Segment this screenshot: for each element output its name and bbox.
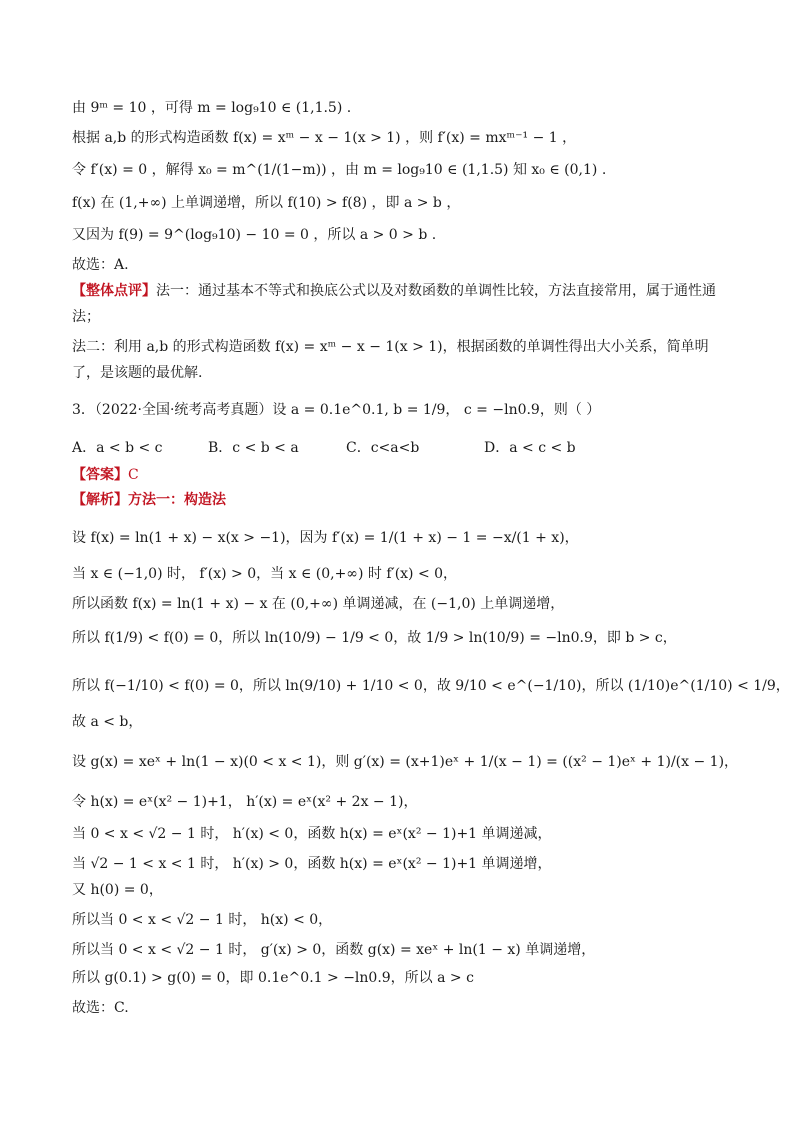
- analysis-line-15: 故选：C.: [72, 1000, 129, 1016]
- analysis-line-7: 设 g(x) = xeˣ + ln(1 − x)(0 < x < 1)，则 g′(x) = (x+1)eˣ + 1/(x − 1) = ((x² − 1)eˣ + 1)/(x − 1)，: [72, 754, 739, 770]
- analysis-line-6: 故 a < b，: [72, 714, 143, 730]
- answer-line: [72, 465, 139, 485]
- prev-line-2: 根据 a,b 的形式构造函数 f(x) = xᵐ − x − 1(x > 1) ，则 f′(x) = mxᵐ⁻¹ − 1 ，: [72, 130, 577, 146]
- analysis-line-9: 当 0 < x < √2 − 1 时， h′(x) < 0，函数 h(x) = eˣ(x² − 1)+1 单调递减，: [72, 826, 552, 842]
- analysis-line-13: 所以当 0 < x < √2 − 1 时， g′(x) > 0，函数 g(x) = xeˣ + ln(1 − x) 单调递增，: [72, 942, 596, 958]
- analysis-method: 方法一：构造法: [128, 492, 226, 508]
- prev-line-3: 令 f′(x) = 0 ，解得 x₀ = m^(1/(1−m)) ，由 m = log₉10 ∈ (1,1.5) 知 x₀ ∈ (0,1) .: [72, 162, 607, 178]
- analysis-header: [72, 490, 226, 510]
- analysis-line-8: 令 h(x) = eˣ(x² − 1)+1， h′(x) = eˣ(x² + 2x − 1)，: [72, 794, 418, 810]
- review-method-1: [72, 278, 722, 330]
- analysis-line-14: 所以 g(0.1) > g(0) = 0，即 0.1e^0.1 > −ln0.9，所以 a > c: [72, 970, 474, 986]
- prev-line-6: 故选：A.: [72, 257, 129, 273]
- prev-line-5: 又因为 f(9) = 9^(log₉10) − 10 = 0 ，所以 a > 0 > b .: [72, 227, 437, 243]
- analysis-line-2: 当 x ∈ (−1,0) 时， f′(x) > 0，当 x ∈ (0,+∞) 时 f′(x) < 0，: [72, 566, 458, 582]
- review-tag: 【整体点评】: [72, 283, 156, 299]
- analysis-line-12: 所以当 0 < x < √2 − 1 时， h(x) < 0，: [72, 912, 333, 928]
- review-method-1-text: 法一：通过基本不等式和换底公式以及对数函数的单调性比较，方法直接常用，属于通性通法；: [72, 283, 716, 325]
- analysis-line-11: 又 h(0) = 0，: [72, 882, 163, 898]
- analysis-line-5: 所以 f(−1/10) < f(0) = 0，所以 ln(9/10) + 1/10 < 0，故 9/10 < e^(−1/10)，所以 (1/10)e^(1/10) < 1/9，: [72, 678, 790, 694]
- answer-tag: 【答案】: [72, 467, 128, 483]
- prev-line-1: 由 9ᵐ = 10 ，可得 m = log₉10 ∈ (1,1.5) .: [72, 100, 352, 116]
- option-d: D．a < c < b: [484, 440, 576, 456]
- question-stem: 3．（2022·全国·统考高考真题）设 a = 0.1e^0.1, b = 1/9， c = −ln0.9，则（ ）: [72, 402, 601, 418]
- option-a: A．a < b < c: [72, 440, 163, 456]
- analysis-line-3: 所以函数 f(x) = ln(1 + x) − x 在 (0,+∞) 单调递减，在 (−1,0) 上单调递增，: [72, 596, 565, 612]
- option-b: B．c < b < a: [208, 440, 299, 456]
- review-method-2: 法二：利用 a,b 的形式构造函数 f(x) = xᵐ − x − 1(x > 1)，根据函数的单调性得出大小关系，简单明了，是该题的最优解.: [72, 339, 709, 381]
- prev-line-4: f(x) 在 (1,+∞) 上单调递增，所以 f(10) > f(8) ，即 a > b ，: [72, 195, 461, 211]
- analysis-line-1: 设 f(x) = ln(1 + x) − x(x > −1)，因为 f′(x) = 1/(1 + x) − 1 = −x/(1 + x)，: [72, 530, 579, 546]
- answer-value: C: [128, 467, 139, 483]
- option-c: C．c<a<b: [346, 440, 420, 456]
- analysis-tag: 【解析】: [72, 492, 128, 508]
- analysis-line-4: 所以 f(1/9) < f(0) = 0，所以 ln(10/9) − 1/9 < 0，故 1/9 > ln(10/9) = −ln0.9，即 b > c，: [72, 630, 677, 646]
- analysis-line-10: 当 √2 − 1 < x < 1 时， h′(x) > 0，函数 h(x) = eˣ(x² − 1)+1 单调递增，: [72, 856, 552, 872]
